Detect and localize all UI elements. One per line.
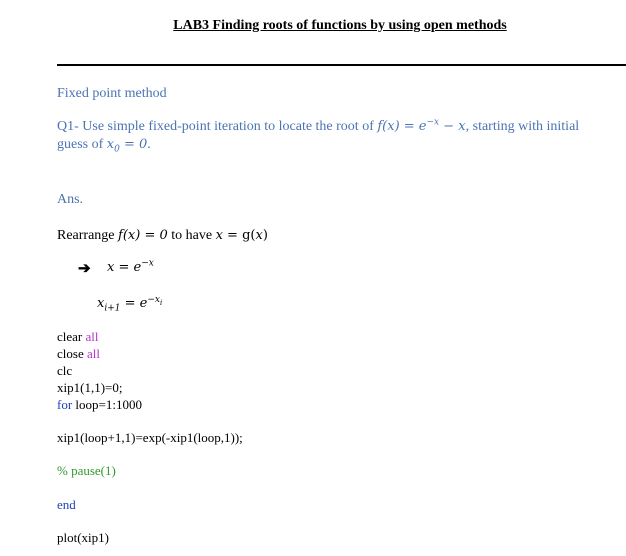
question-guess-text: guess of [57, 137, 107, 152]
question-text: Q1- Use simple fixed-point iteration to locate the root of [57, 119, 374, 134]
code-plot: plot(xip1) [57, 530, 109, 545]
section-heading: Fixed point method [57, 86, 167, 101]
rearrange-line: Rearrange f(x) = 0 to have x = g(x) [57, 228, 268, 243]
title-divider [57, 64, 626, 66]
code-update: xip1(loop+1,1)=exp(-xip1(loop,1)); [57, 430, 243, 445]
code-clear: clear all [57, 329, 99, 344]
code-for: for loop=1:1000 [57, 397, 142, 412]
arrow-icon: ➔ [78, 261, 91, 277]
iteration-equation: $x_{i+1} = e^{-x_i}$ [97, 294, 163, 314]
question-line-2: guess of $x_0 = 0$. [57, 137, 151, 155]
code-close: close all [57, 346, 100, 361]
code-init: xip1(1,1)=0; [57, 380, 123, 395]
answer-label: Ans. [57, 192, 84, 207]
code-comment: % pause(1) [57, 463, 116, 478]
question-equation: $f(x) = e^{-x} - x$ [377, 117, 466, 134]
f-equation: f(x) = 0 [118, 228, 168, 243]
question-line-1 [57, 119, 579, 135]
fixed-point-equation: $x = e^{-x}$ [107, 258, 154, 275]
code-end: end [57, 497, 76, 512]
page-title: LAB3 Finding roots of functions by using open methods [173, 18, 507, 33]
code-clc: clc [57, 363, 73, 378]
initial-guess-equation: $x_0 = 0$ [106, 137, 148, 155]
question-text-cont: , starting with initial [465, 119, 580, 134]
